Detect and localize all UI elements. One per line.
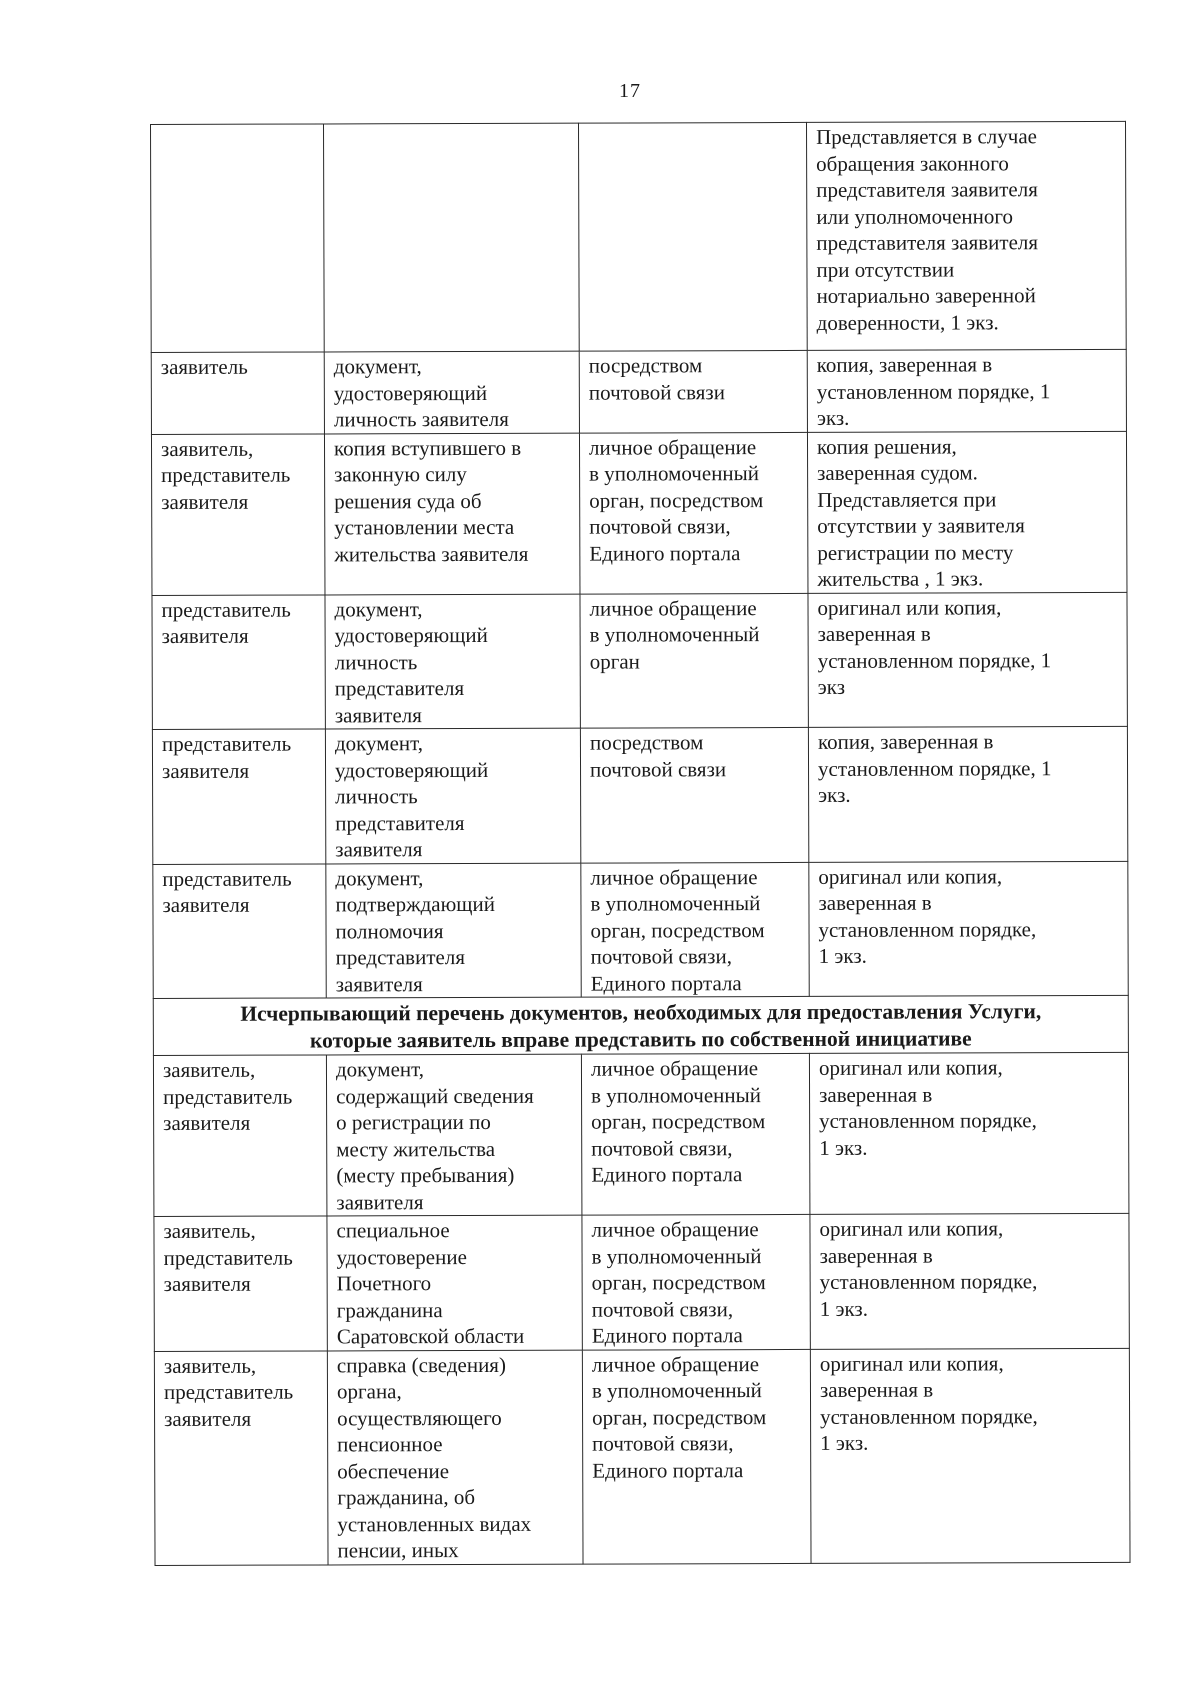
submission-method-cell (578, 122, 807, 351)
document-cell: копия вступившего в законную силу решения суда об установлении места жительства заявителя (324, 433, 580, 595)
submission-method-cell: личное обращение в уполномоченный орган, посредством почтовой связи, Единого портала (579, 432, 808, 594)
table-row (153, 1052, 1129, 1216)
submission-method-cell: личное обращение в уполномоченный орган (580, 593, 808, 728)
submission-method-cell: личное обращение в уполномоченный орган, посредством почтовой связи, Единого портала (581, 862, 809, 997)
applicant-cell: заявитель, представитель заявителя (154, 1350, 328, 1565)
applicant-cell: заявитель, представитель заявителя (151, 433, 325, 595)
page-number: 17 (619, 80, 641, 102)
table-row (154, 1213, 1129, 1351)
table-row (154, 1348, 1130, 1565)
document-cell: документ, удостоверяющий личность заявителя (324, 351, 579, 433)
note-cell: оригинал или копия, заверенная в установленном порядке, 1 экз. (810, 1348, 1130, 1563)
submission-method-cell: посредством почтовой связи (580, 727, 808, 862)
document-cell: документ, подтверждающий полномочия представителя заявителя (326, 863, 581, 998)
document-cell: документ, удостоверяющий личность представителя заявителя (325, 594, 580, 729)
note-cell: оригинал или копия, заверенная в установленном порядке, 1 экз (808, 592, 1127, 728)
submission-method-cell: личное обращение в уполномоченный орган, посредством почтовой связи, Единого портала (582, 1214, 810, 1349)
document-cell: документ, содержащий сведения о регистрации по месту жительства (месту пребывания) заявителя (326, 1054, 582, 1216)
table-row (153, 861, 1128, 999)
applicant-cell: заявитель (151, 352, 324, 434)
document-cell: специальное удостоверение Почетного гражданина Саратовской области (327, 1215, 582, 1350)
table-row (152, 592, 1127, 730)
applicant-cell: представитель заявителя (153, 863, 326, 998)
documents-table (150, 121, 1131, 1566)
table-row (151, 349, 1126, 434)
applicant-cell (151, 124, 325, 353)
documents-table-body (151, 121, 1131, 1565)
note-cell: копия, заверенная в установленном порядке, 1 экз. (807, 349, 1126, 432)
document-cell: справка (сведения) органа, осуществляющего пенсионное обеспечение гражданина, об установленных видах пенсии, иных (327, 1350, 583, 1565)
note-cell: копия решения, заверенная судом. Представляется при отсутствии у заявителя регистрации по месту жительства , 1 экз. (807, 431, 1127, 593)
document-cell: документ, удостоверяющий личность представителя заявителя (325, 728, 580, 863)
applicant-cell: представитель заявителя (152, 594, 325, 729)
submission-method-cell: личное обращение в уполномоченный орган, посредством почтовой связи, Единого портала (581, 1053, 810, 1215)
note-cell: оригинал или копия, заверенная в установленном порядке, 1 экз. (809, 1052, 1129, 1214)
applicant-cell: заявитель, представитель заявителя (154, 1216, 327, 1351)
applicant-cell: заявитель, представитель заявителя (153, 1055, 327, 1217)
section-heading: Исчерпывающий перечень документов, необходимых для предоставления Услуги, которые заявитель вправе представить по собственной инициативе (153, 995, 1128, 1055)
table-row (152, 726, 1127, 864)
note-cell: оригинал или копия, заверенная в установленном порядке, 1 экз. (809, 861, 1128, 997)
submission-method-cell: посредством почтовой связи (579, 350, 807, 432)
table-row (151, 431, 1127, 595)
section-heading-row (153, 995, 1128, 1055)
submission-method-cell: личное обращение в уполномоченный орган, посредством почтовой связи, Единого портала (582, 1349, 811, 1564)
note-cell: оригинал или копия, заверенная в установленном порядке, 1 экз. (810, 1213, 1129, 1349)
note-cell: Представляется в случае обращения законного представителя заявителя или уполномоченного представителя заявителя при отсутствии нотариально заверенной доверенности, 1 экз. (806, 121, 1126, 350)
table-row (151, 121, 1127, 352)
applicant-cell: представитель заявителя (152, 729, 325, 864)
document-cell (324, 123, 580, 352)
note-cell: копия, заверенная в установленном порядке, 1 экз. (808, 726, 1127, 862)
